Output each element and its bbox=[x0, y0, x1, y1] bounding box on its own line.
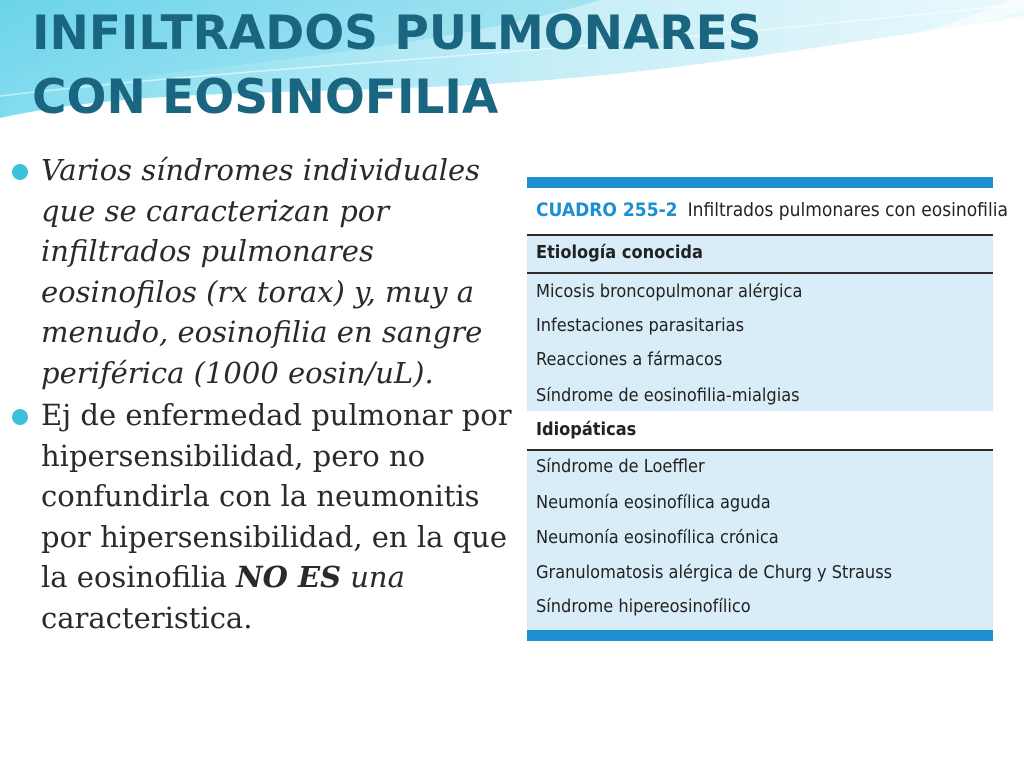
bullet-text-1: Varios síndromes individuales que se caracterizan por infiltrados pulmonares eosinofilos (rx torax) y, muy a menudo, eosinofilia en sangre periférica (1000 eosin/uL). bbox=[41, 153, 483, 390]
table-row: Micosis broncopulmonar alérgica bbox=[536, 281, 803, 302]
bullet-text-2-emphasis: NO ES bbox=[236, 560, 342, 594]
table-bottom-rule bbox=[527, 630, 993, 641]
slide-title bbox=[32, 2, 762, 130]
slide-title-line-2: CON EOSINOFILIA bbox=[32, 70, 499, 125]
bullet-item-2 bbox=[10, 395, 515, 638]
table-row: Infestaciones parasitarias bbox=[536, 315, 745, 336]
table-caption-text: Infiltrados pulmonares con eosinofilia bbox=[687, 199, 1008, 221]
bullet-marker-icon bbox=[12, 164, 28, 180]
bullet-text-2: Ej de enfermedad pulmonar por hipersensibilidad, pero no confundirla con la neumonitis por hipersensibilidad, en la que la eosinofilia bbox=[41, 398, 512, 594]
table-row: Granulomatosis alérgica de Churg y Strauss bbox=[536, 562, 893, 583]
table-number: CUADRO 255-2 bbox=[536, 199, 678, 221]
section-heading-label: Etiología conocida bbox=[536, 242, 703, 263]
section-heading-label: Idiopáticas bbox=[536, 419, 637, 440]
table-row: Síndrome de eosinofilia-mialgias bbox=[536, 385, 800, 406]
table-row: Reacciones a fármacos bbox=[536, 349, 723, 370]
bullet-text-2-italic: una bbox=[341, 560, 405, 594]
section-band-idiopathic bbox=[527, 451, 993, 630]
bullet-marker-icon bbox=[12, 409, 28, 425]
table-top-rule bbox=[527, 177, 993, 188]
slide-title-line-1: INFILTRADOS PULMONARES bbox=[32, 6, 762, 61]
bullet-list bbox=[10, 150, 515, 640]
table-caption bbox=[536, 197, 1008, 223]
bullet-text-2-end: caracteristica. bbox=[41, 600, 253, 635]
bullet-item-1 bbox=[10, 150, 515, 393]
section-heading-known bbox=[527, 236, 993, 272]
table-figure bbox=[527, 177, 1008, 641]
section-band-known bbox=[527, 274, 993, 411]
table-row: Síndrome de Loeffler bbox=[536, 456, 705, 477]
table-row: Neumonía eosinofílica aguda bbox=[536, 492, 771, 513]
table-row: Neumonía eosinofílica crónica bbox=[536, 527, 779, 548]
table-row: Síndrome hipereosinofílico bbox=[536, 596, 751, 617]
section-heading-idiopathic bbox=[527, 413, 993, 449]
